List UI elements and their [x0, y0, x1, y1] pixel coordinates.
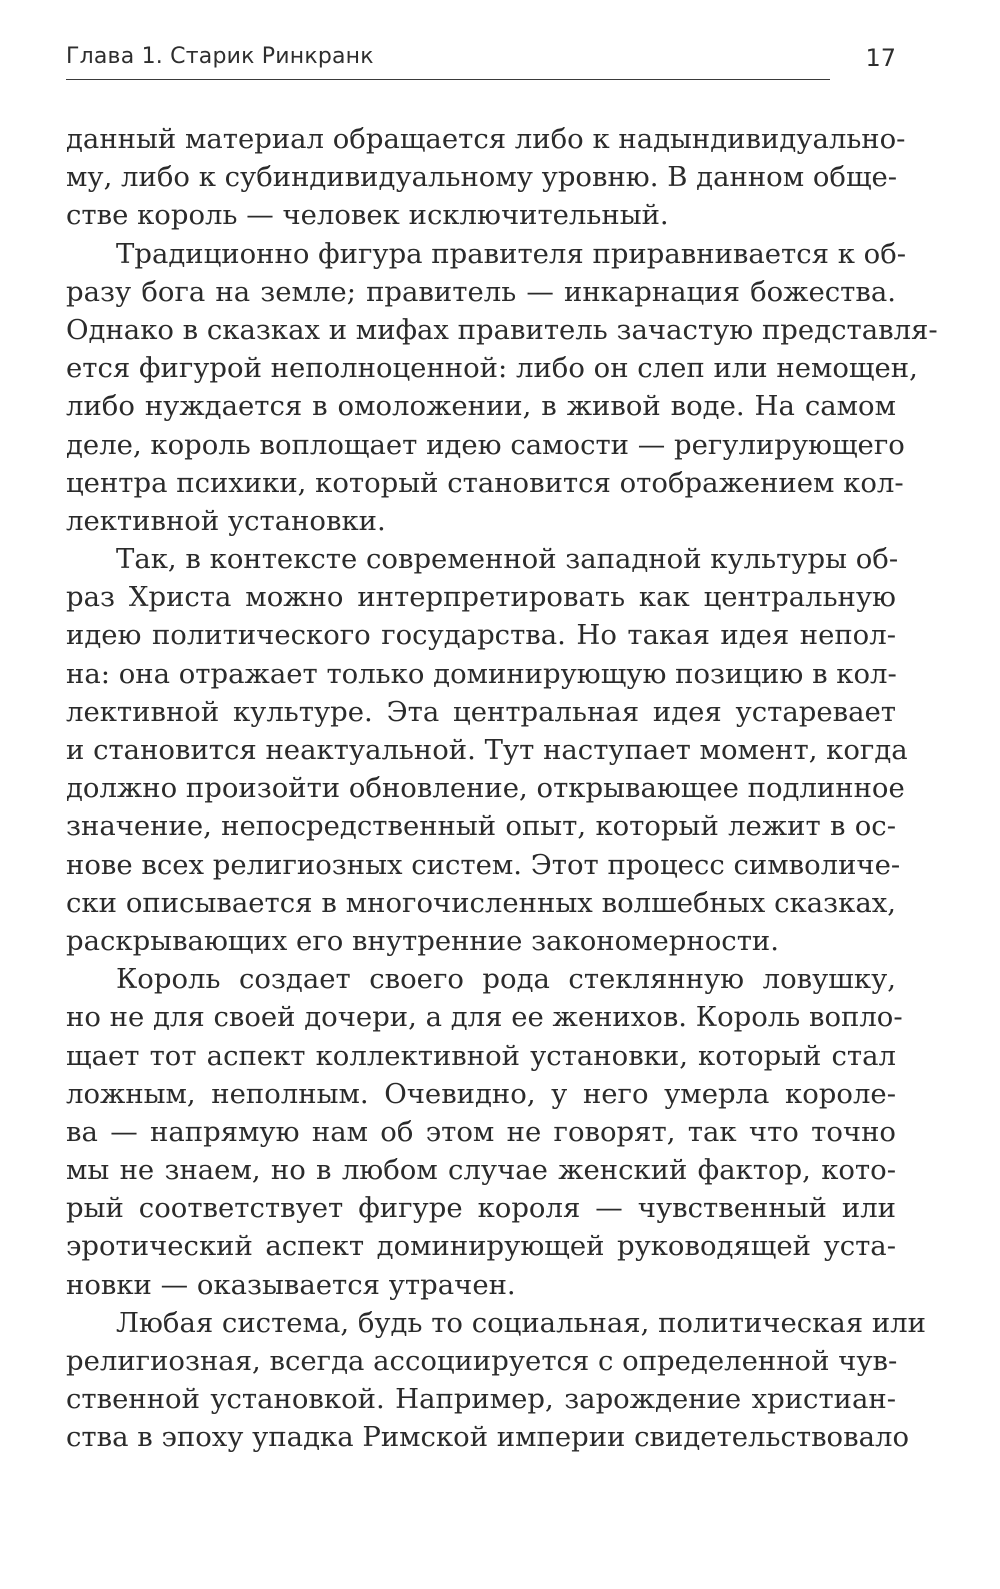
- text-line: центра психики, который становится отображением кол-: [66, 466, 904, 499]
- text-line: Любая система, будь то социальная, политическая или: [116, 1306, 926, 1339]
- text-line: рый соответствует фигуре короля — чувственный или: [66, 1192, 896, 1225]
- text-line: стве король — человек исключительный.: [66, 199, 669, 232]
- chapter-title: Глава 1. Старик Ринкранк: [66, 44, 374, 69]
- text-line: ется фигурой неполноценной: либо он слеп или немощен,: [66, 352, 918, 385]
- page-number: 17: [865, 44, 896, 72]
- text-line: новки — оказывается утрачен.: [66, 1268, 516, 1301]
- paragraph: [66, 960, 903, 1304]
- body-text: [66, 120, 938, 1457]
- text-line: но не для своей дочери, а для ее женихов. Король вопло-: [66, 1001, 903, 1034]
- text-line: Традиционно фигура правителя приравнивается к об-: [116, 237, 907, 270]
- paragraph: [66, 1304, 926, 1457]
- running-head: [66, 44, 896, 84]
- text-line: Однако в сказках и мифах правитель зачастую представля-: [66, 313, 938, 346]
- text-line: раз Христа можно интерпретировать как центральную: [66, 581, 896, 614]
- text-line: и становится неактуальной. Тут наступает момент, когда: [66, 734, 908, 766]
- text-line: идею политического государства. Но такая идея непол-: [66, 619, 896, 652]
- text-line: на: она отражает только доминирующую позицию в кол-: [66, 657, 897, 690]
- text-line: религиозная, всегда ассоциируется с определенной чув-: [66, 1345, 898, 1377]
- text-line: разу бога на земле; правитель — инкарнация божества.: [66, 275, 896, 308]
- text-line: данный материал обращается либо к надындивидуально-: [66, 123, 906, 155]
- text-line: раскрывающих его внутренние закономерности.: [66, 924, 779, 957]
- text-line: ства в эпоху упадка Римской империи свидетельствовало: [66, 1421, 910, 1454]
- paragraph: [66, 235, 938, 541]
- text-line: ски описывается в многочисленных волшебных сказках,: [66, 886, 896, 919]
- text-line: ложным, неполным. Очевидно, у него умерла короле-: [66, 1077, 896, 1110]
- text-line: лективной культуре. Эта центральная идея устаревает: [66, 695, 896, 728]
- header-rule: [66, 79, 830, 80]
- text-line: ственной установкой. Например, зарождение христиан-: [66, 1383, 896, 1416]
- text-line: Король создает своего рода стеклянную ловушку,: [116, 963, 896, 996]
- text-line: му, либо к субиндивидуальному уровню. В данном обще-: [66, 161, 898, 194]
- text-line: эротический аспект доминирующей руководящей уста-: [66, 1230, 896, 1263]
- text-line: либо нуждается в омоложении, в живой воде. На самом: [66, 390, 896, 423]
- text-line: лективной установки.: [66, 504, 386, 537]
- text-line: должно произойти обновление, открывающее подлинное: [66, 772, 905, 805]
- text-line: Так, в контексте современной западной культуры об-: [116, 543, 899, 576]
- text-line: нове всех религиозных систем. Этот процесс символиче-: [66, 848, 901, 881]
- text-line: ва — напрямую нам об этом не говорят, так что точно: [66, 1115, 896, 1148]
- text-line: значение, непосредственный опыт, который лежит в ос-: [66, 810, 896, 843]
- text-line: мы не знаем, но в любом случае женский фактор, кото-: [66, 1154, 896, 1187]
- text-line: щает тот аспект коллективной установки, который стал: [66, 1039, 896, 1072]
- paragraph: [66, 540, 908, 960]
- paragraph: [66, 120, 906, 235]
- text-line: деле, король воплощает идею самости — регулирующего: [66, 428, 905, 461]
